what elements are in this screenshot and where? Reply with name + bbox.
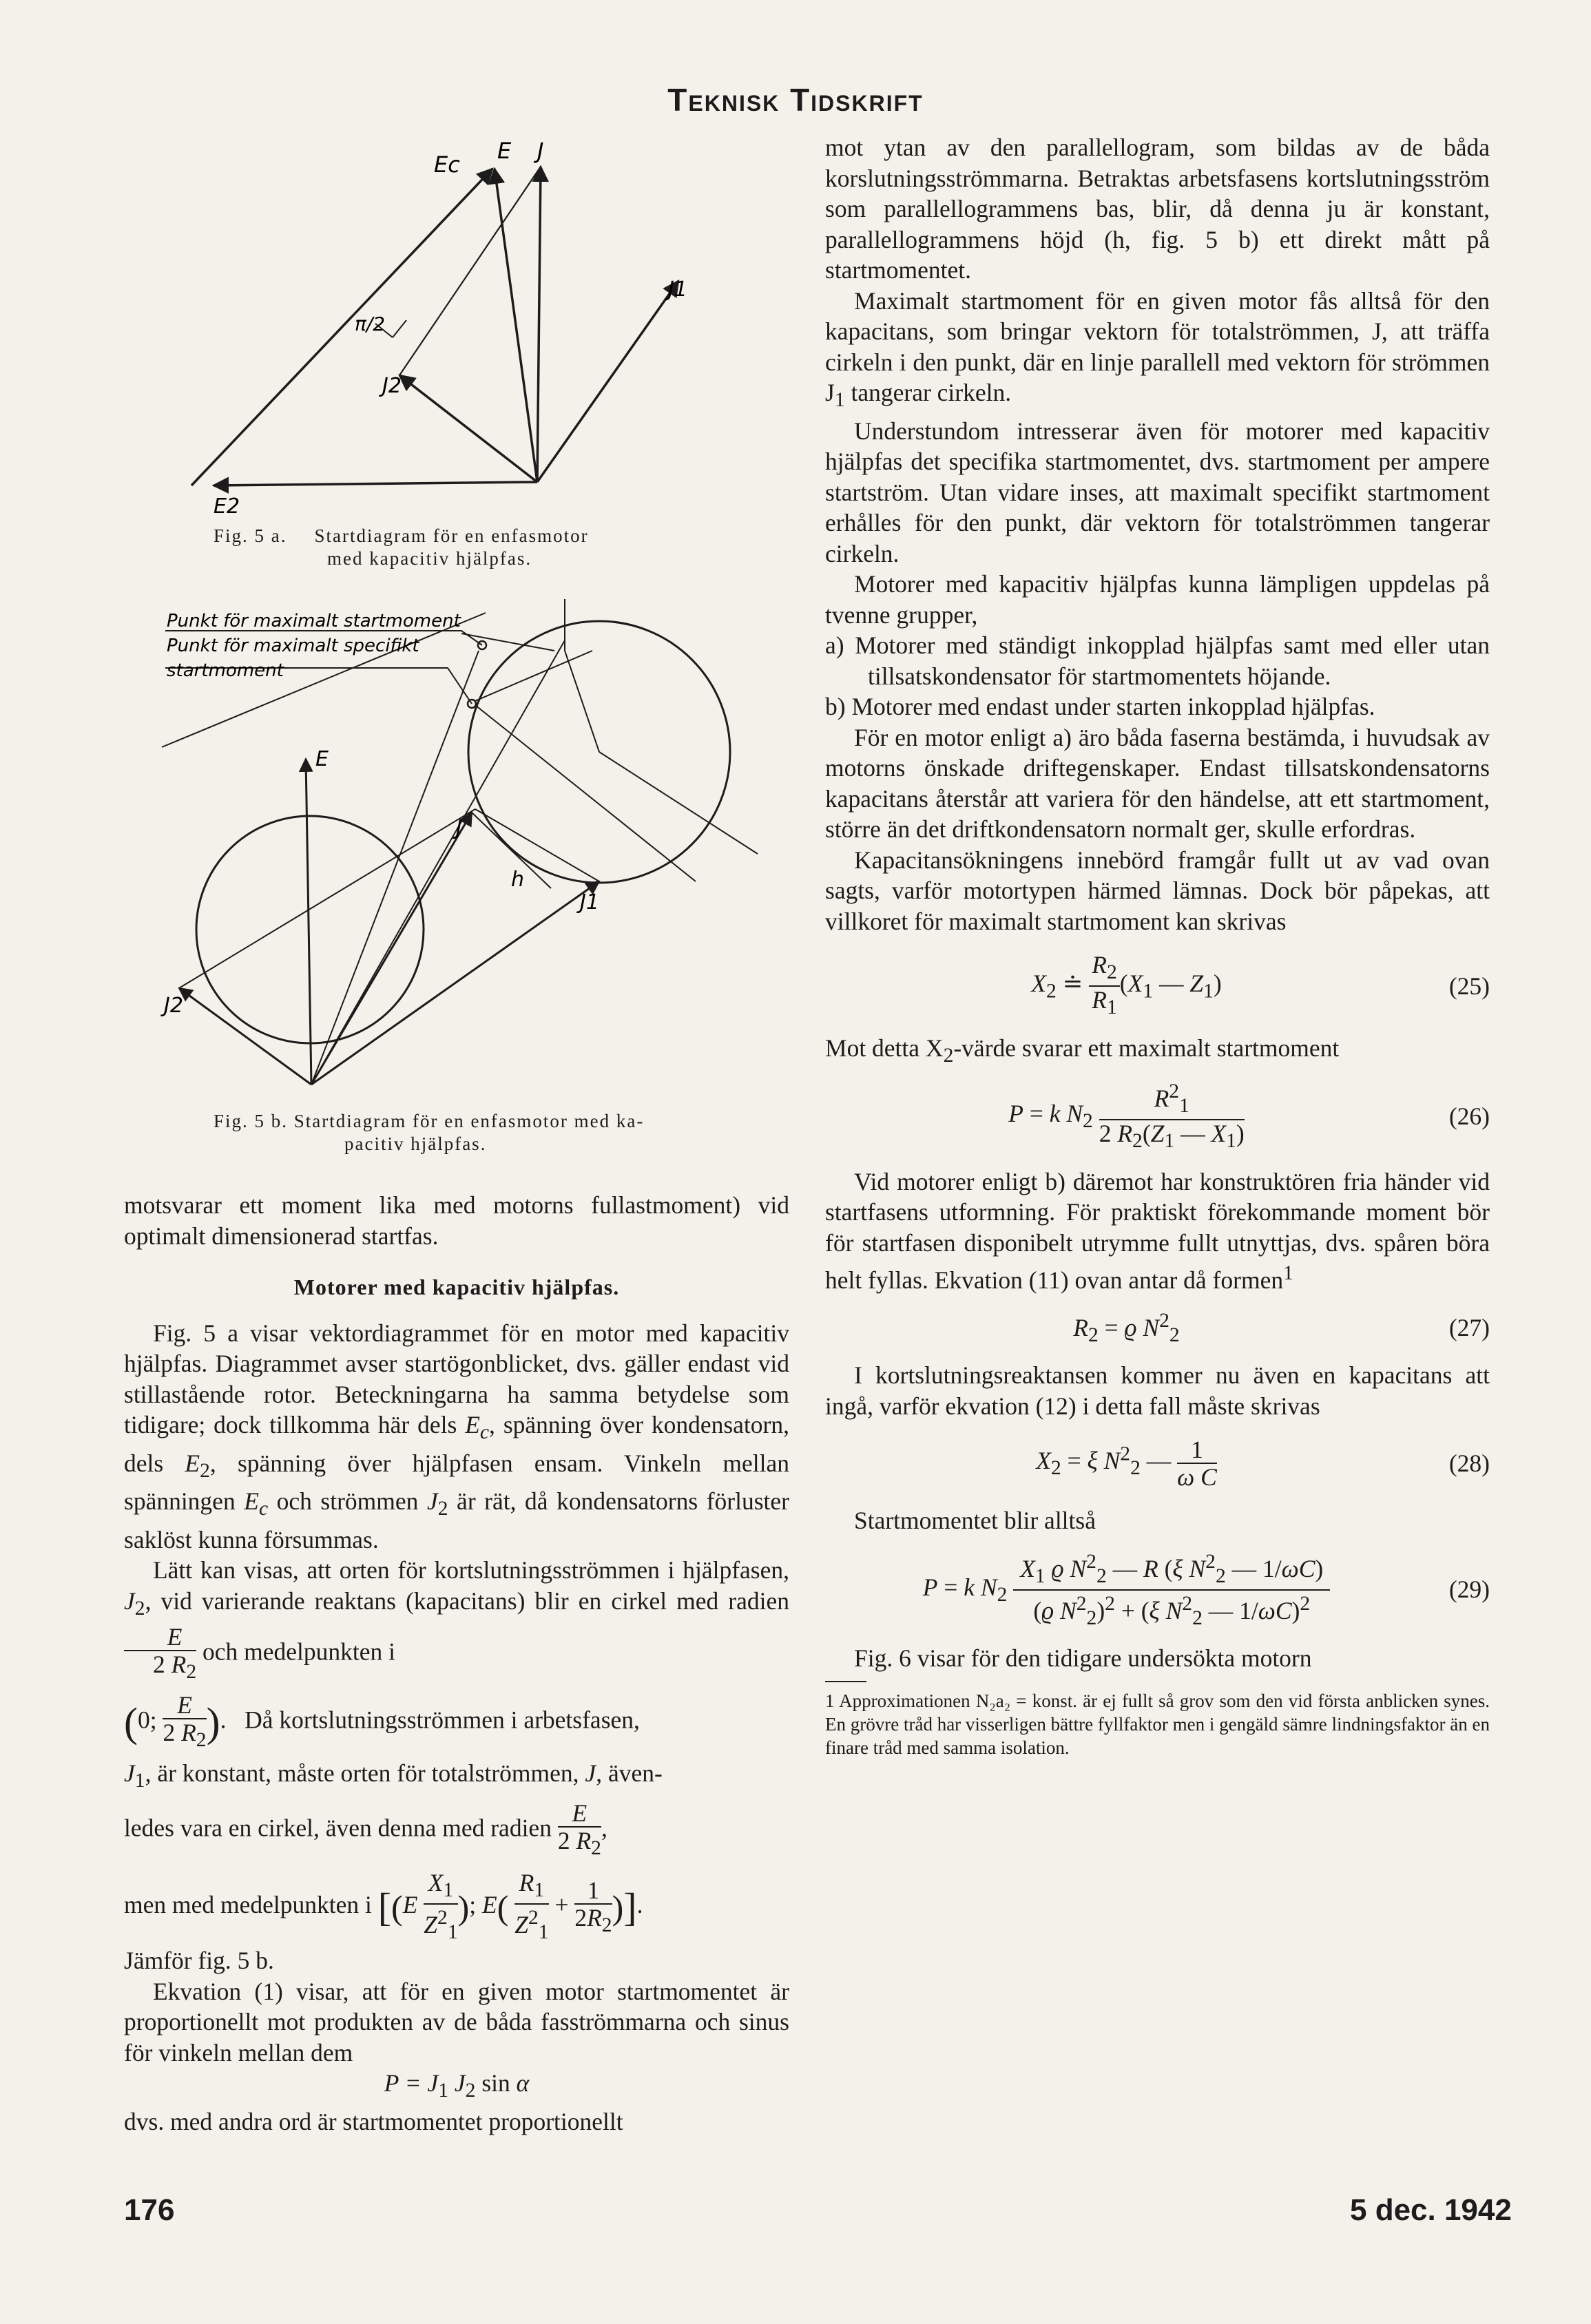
journal-title: Teknisk Tidskrift bbox=[667, 82, 924, 118]
equation-27: $R_2 = ϱ$ $N^2_2$ (27) bbox=[1073, 1309, 1490, 1346]
right-paragraph-5: För en motor enligt a) äro båda faserna bestämda, i huvudsak av motorns önskade driftegenskaper. Endast tillsatskondensatorns kapacitans återstår att variera för den händelse, att ett startmoment, större än det driftkondensatorn normalt ger, skulle erfordras. bbox=[825, 723, 1490, 844]
left-paragraph-4: Ekvation (1) visar, att för en given motor startmomentet är proportionellt mot produkten av de båda fasströmmarna och sinus för vinkeln mellan dem bbox=[124, 1977, 789, 2066]
list-item-b: b) Motorer med endast under starten inkopplad hjälpfas. bbox=[825, 693, 1375, 721]
left-paragraph-compare: Jämför fig. 5 b. bbox=[124, 1947, 274, 1975]
fig5a-label-angle: π/2 bbox=[355, 313, 386, 335]
left-paragraph-2: Fig. 5 a visar vektordiagrammet för en motor med kapacitiv hjälpfas. Diagrammet avser startögonblicket, dvs. gäller endast vid stillastående rotor. Beteckningarna ha samma betydelse som tidigare; dock tillkomma här dels $E_c$, spänning över kondensatorn, dels $E_2$, spänning över hjälpfasen ensam. Vinkeln mellan spänningen $E_c$ och strömmen $J_2$ är rät, då kondensatorns förluster saklöst kunna försummas. bbox=[124, 1319, 790, 1553]
section-heading: Motorer med kapacitiv hjälpfas. bbox=[293, 1275, 620, 1299]
fig5b-label-j2: J2 bbox=[164, 994, 183, 1018]
right-paragraph-1: mot ytan av den parallellogram, som bildas av de båda korslutningsströmmarna. Betraktas arbetsfasens kortslutningsström som parallellogrammens bas, blir, då denna ju är konstant, parallellogrammens höjd (h, fig. 5 b) ett direkt mått på startmomentet. bbox=[825, 134, 1490, 284]
list-item-a: a) Motorer med ständigt inkopplad hjälpfas samt med eller utan tillsatskondensator för startmomentets höjande. bbox=[825, 631, 1490, 690]
left-paragraph-3: Lätt kan visas, att orten för kortslutningsströmmen i hjälpfasen, $J_2$, vid varierande reaktans (kapacitans) blir en cirkel med radien $\frac{E}{2 R_2}$ och medelpunkten i bbox=[124, 1556, 789, 1684]
right-paragraph-2: Maximalt startmoment för en given motor fås alltså för den kapacitans, som bringar vektorn för totalströmmen, J, att träffa cirkeln i den punkt, där en linje parallell med vektorn för strömmen $J_1$ tangerar cirkeln. bbox=[825, 286, 1490, 412]
fig5b-vector-j1 bbox=[311, 881, 599, 1085]
fig5b-vector-j2 bbox=[179, 988, 311, 1085]
fig5a-label-j: J bbox=[537, 138, 544, 164]
right-paragraph-10: Startmomentet blir alltså bbox=[854, 1507, 1096, 1535]
fig5a-label-ec: Ec bbox=[434, 151, 460, 178]
issue-date: 5 dec. 1942 bbox=[1350, 2193, 1512, 2227]
equation-29: P = k $N_2$ $\frac{X_1 ϱ N^2_2 — R (\xi N^2_2 — 1/\omega C)}{(ϱ N^2_2)^2 + (\xi N^2_2 — 1/\omega C)^2}$ (29) bbox=[825, 1549, 1490, 1631]
right-column bbox=[825, 132, 1490, 1759]
right-paragraph-11: Fig. 6 visar för den tidigare undersökta motorn bbox=[854, 1644, 1312, 1673]
figure-5a-diagram bbox=[165, 138, 785, 523]
fig5a-vector-j1 bbox=[537, 281, 678, 482]
left-column: motsvarar ett moment lika med motorns fullastmoment) vid optimalt dimensionerad startfas. Motorer med kapacitiv hjälpfas. Fig. 5 a visar vektordiagrammet för en motor med kapacitiv hjälpfas. Diagrammet avser startögonblicket, dvs. gäller endast vid stillastående rotor. Beteckningarna ha samma betydelse som tidigare; dock tillkomma här dels $E_c$, spänning över kondensatorn, dels $E_2$, spänning över hjälpfasen ensam. Vinkeln mellan spänningen $E_c$ och strömmen $J_2$ är rät, då kondensatorns förluster saklöst kunna försummas. Lätt kan visas, att orten för kortslutningsströmmen i hjälpfasen, $J_2$, vid varierande reaktans (kapacitans) blir en cirkel med radien $\frac{E}{2 R_2}$ och medelpunkten i (0; $\frac{E}{2 R_2}$ ). Då kortslutningsströmmen i arbetsfasen, $J_1$, är konstant, måste orten för totalströmmen, J, även- ledes vara en cirkel, även denna med radien $\frac{E}{2 R_2}$ , men med medelpunkten i [(E $\frac{X_1}{Z^2_1}$ ); E( $\frac{R_1}{Z^2_1}$ + $\frac{1}{2R_2}$ )]. Jämför fig. 5 b. Ekvation (1) visar, att för en given motor startmomentet är proportionellt mot produkten av de båda fasströmmarna och sinus för vinkeln mellan dem $P = J_1$ $J_2$ sin α dvs. med andra ord är startmomentet proportionellt bbox=[124, 1190, 789, 2137]
right-paragraph-7: Mot detta $X_2$-värde svarar ett maximalt startmoment bbox=[825, 1034, 1340, 1067]
figure-5b-caption: Fig. 5 b. Startdiagram för en enfasmotor med ka- pacitiv hjälpfas. bbox=[214, 1111, 645, 1154]
fig5a-vector-e2 bbox=[214, 482, 537, 485]
right-paragraph-4: Motorer med kapacitiv hjälpfas kunna lämpligen uppdelas på tvenne grupper, bbox=[825, 570, 1490, 629]
fig5a-label-e2: E2 bbox=[214, 494, 240, 519]
fig5b-label-j1: J1 bbox=[580, 890, 599, 914]
fig5a-vector-j bbox=[537, 167, 541, 482]
right-paragraph-9: I kortslutningsreaktansen kommer nu även en kapacitans att ingå, varför ekvation (12) i detta fall måste skrivas bbox=[825, 1361, 1490, 1420]
fig5b-label-h: h bbox=[511, 868, 525, 892]
figure-5b-diagram bbox=[158, 585, 765, 1095]
fig5a-label-j1: J1 bbox=[668, 278, 687, 302]
figure-5a-caption: Fig. 5 a. Startdiagram för en enfasmotor med kapacitiv hjälpfas. bbox=[214, 525, 589, 569]
fig5a-vector-ec bbox=[191, 169, 492, 485]
fig5b-vector-e bbox=[306, 759, 311, 1085]
right-paragraph-3: Understundom intresserar även för motorer med kapacitiv hjälpfas det specifika startmomentet, dvs. startmoment per ampere startström. Utan vidare inses, att maximalt specifikt startmoment erhålles för den punkt, där vektorn för totalströmmen tangerar cirkeln. bbox=[825, 417, 1490, 567]
right-paragraph-6: Kapacitansökningens innebörd framgår fullt ut av vad ovan sagts, varför motortypen härmed lämnas. Dock bör påpekas, att villkoret för maximalt startmoment kan skrivas bbox=[825, 846, 1490, 935]
left-paragraph-5: dvs. med andra ord är startmomentet proportionellt bbox=[124, 2107, 623, 2135]
fig5b-label-j: J bbox=[456, 816, 462, 840]
fig5a-label-j2: J2 bbox=[382, 374, 402, 398]
footnote-rule bbox=[825, 1681, 866, 1682]
right-paragraph-8: Vid motorer enligt b) däremot har konstruktören fria händer vid startfasens utformning. För praktiskt förekommande moment bör för startfasen disponibelt utrymme fullt utnyttjas, dvs. spåren böra helt fyllas. Ekvation (11) ovan antar då formen$^1$ bbox=[825, 1167, 1490, 1295]
fig5a-vector-j2 bbox=[399, 375, 537, 482]
left-paragraph-3b: (0; $\frac{E}{2 R_2}$ ). Då kortslutningsströmmen i arbetsfasen, bbox=[124, 1691, 640, 1752]
equation-25: $X_2$ ≐ $\frac{R_2}{R_1}$ ($X_1$ — $Z_1$) (25) bbox=[1031, 951, 1490, 1019]
fig5b-label-max-moment-1: Punkt för maximalt startmoment bbox=[167, 611, 461, 631]
fig5a-vector-e bbox=[495, 169, 537, 482]
equation-p: $P = J_1$ $J_2$ sin α bbox=[384, 2069, 530, 2102]
equation-28: $X_2 = \xi$ $N^2_2$ — $\frac{1}{\text{ω C}}$ (28) bbox=[1036, 1436, 1490, 1491]
fig5b-label-max-moment-3: startmoment bbox=[167, 660, 284, 681]
footnote: 1 Approximationen N₂a₂ = konst. är ej fullt så grov som den vid första anblicken synes. En grövre tråd har visserligen bättre fyllfaktor men i gengäld sämre lindningsfaktor än en finare tråd med samma isolation. bbox=[825, 1690, 1490, 1758]
fig5a-label-e: E bbox=[497, 138, 512, 164]
fig5b-label-max-moment-2: Punkt för maximalt specifikt bbox=[167, 636, 419, 656]
equation-26: P = k $N_2$ $\frac{R^2_1}{2 R_2(Z_1 — X_1)}$ (26) bbox=[825, 1078, 1490, 1154]
fig5b-label-e: E bbox=[315, 747, 329, 771]
page-number: 176 bbox=[124, 2193, 175, 2227]
left-paragraph-1: motsvarar ett moment lika med motorns fullastmoment) vid optimalt dimensionerad startfas. bbox=[124, 1191, 789, 1250]
